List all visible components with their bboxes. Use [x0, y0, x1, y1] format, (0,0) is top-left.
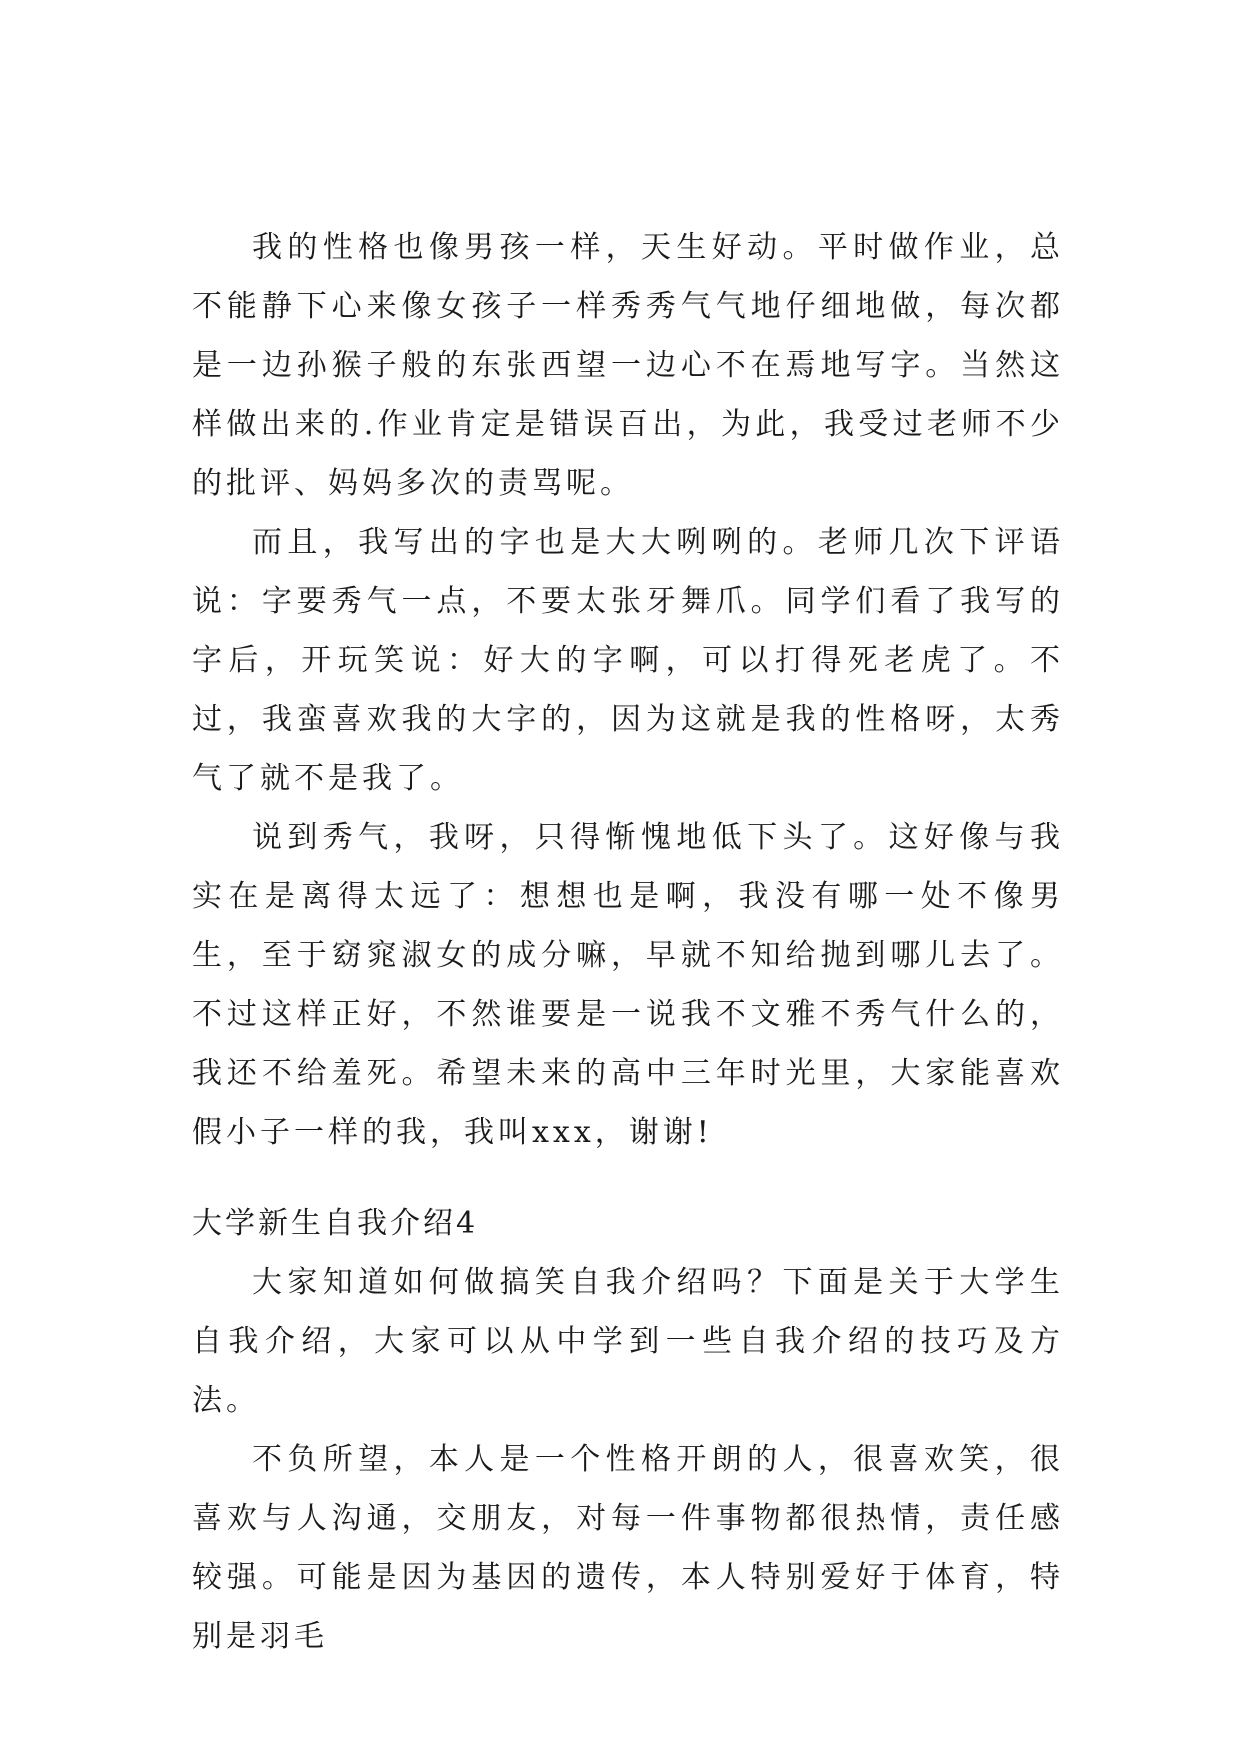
paragraph-personality: 我的性格也像男孩一样，天生好动。平时做作业，总不能静下心来像女孩子一样秀秀气气地仔细地做，每次都是一边孙猴子般的东张西望一边心不在焉地写字。当然这样做出来的.作业肯定是错误百出，为此，我受过老师不少的批评、妈妈多次的责骂呢。 [192, 230, 1064, 501]
paragraph-tomboy: 说到秀气，我呀，只得惭愧地低下头了。这好像与我实在是离得太远了：想想也是啊，我没有哪一处不像男生，至于窈窕淑女的成分嘛，早就不知给抛到哪儿去了。不过这样正好，不然谁要是一说我不文雅不秀气什么的，我还不给羞死。希望未来的高中三年时光里，大家能喜欢假小子一样的我，我叫xxx，谢谢! [192, 820, 1064, 1150]
section-heading: 大学新生自我介绍4 [192, 1206, 479, 1241]
document-body [192, 218, 1064, 1666]
paragraph-handwriting: 而且，我写出的字也是大大咧咧的。老师几次下评语说：字要秀气一点，不要太张牙舞爪。同学们看了我写的字后，开玩笑说：好大的字啊，可以打得死老虎了。不过，我蛮喜欢我的大字的，因为这就是我的性格呀，太秀气了就不是我了。 [192, 525, 1064, 796]
paragraph-intro: 大家知道如何做搞笑自我介绍吗？下面是关于大学生自我介绍，大家可以从中学到一些自我介绍的技巧及方法。 [192, 1265, 1064, 1418]
paragraph-self-description: 不负所望，本人是一个性格开朗的人，很喜欢笑，很喜欢与人沟通，交朋友，对每一件事物都很热情，责任感较强。可能是因为基因的遗传，本人特别爱好于体育，特别是羽毛 [192, 1442, 1064, 1654]
